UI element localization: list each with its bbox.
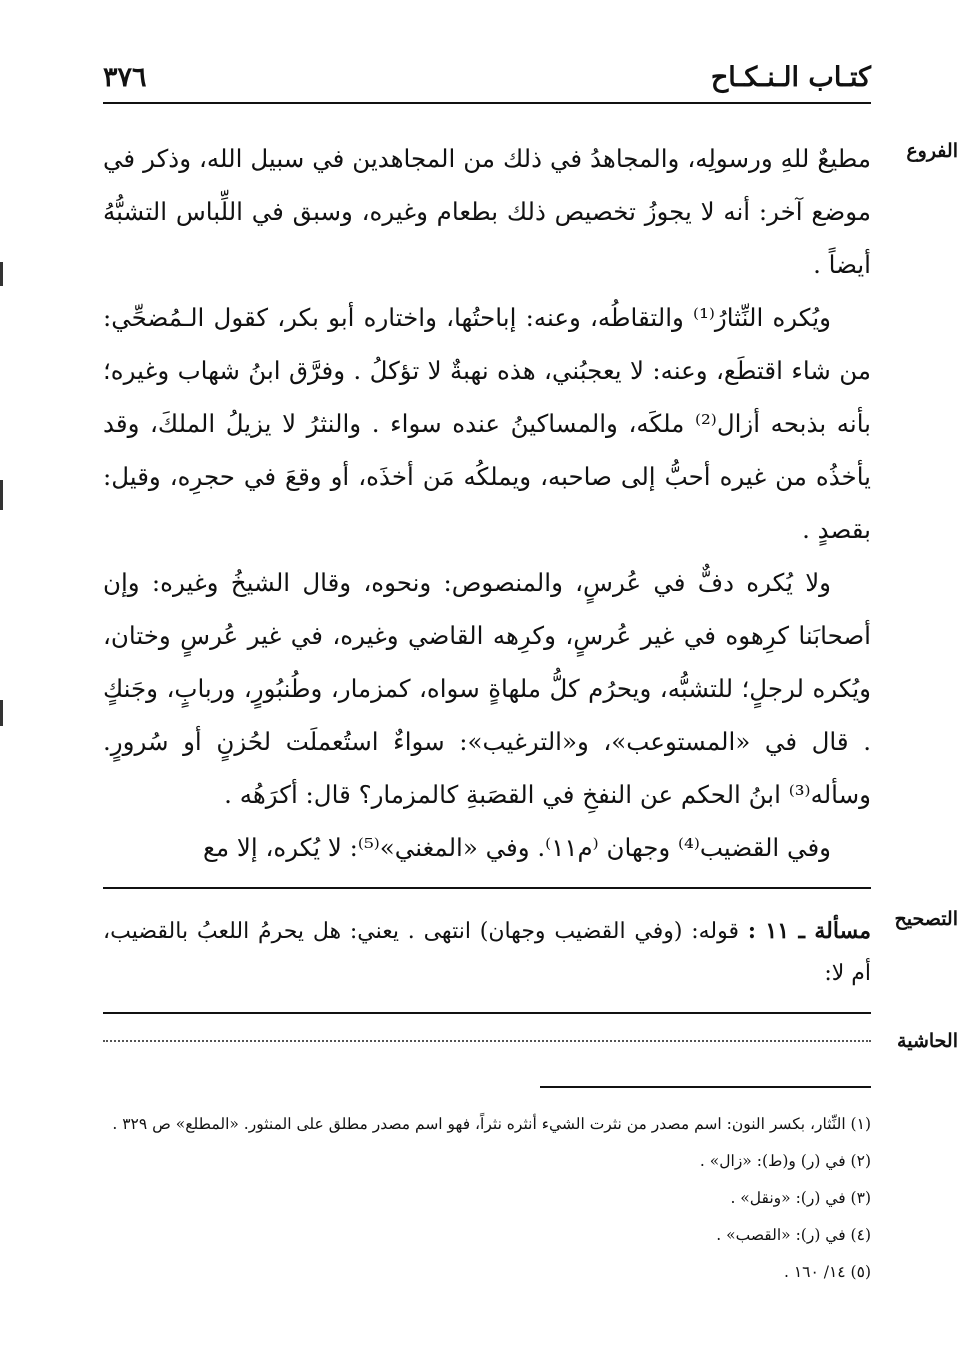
paragraph-2: ويُكره النِّثارُ⁽¹⁾ والتقاطُه، وعنه: إباحتُها، واختاره أبو بكر، كقول الـمُضحِّي: من شاء اقتطَع، وعنه: لا يعجبُني، هذه نهبةٌ لا تؤكلُ . وفرَّق ابنُ شهاب وغيره؛ بأنه بذبحه أزال⁽²⁾ ملكَه، والمساكينُ عنده سواء . والنثرُ لا يزيلُ الملكَ، وقد يأخذُه من غيره أحبُّ إلى صاحبه، ويملكُه مَن أخذَه، أو وقعَ في حجرِه، وقيل: بقصدٍ .	[103, 303, 871, 544]
hashia-dotted-line	[103, 1040, 871, 1042]
header-rule	[103, 102, 871, 104]
paragraph-1: مطيعٌ للهِ ورسولِه، والمجاهدُ في ذلك من المجاهدين في سبيل الله، وذكر في موضع آخر: أنه لا يجوزُ تخصيص ذلك بطعام وغيره، وسبق في اللِّباس التشبُّهُ أيضاً .	[103, 144, 871, 279]
correction-label: مسألة ـ ١١ :	[747, 918, 871, 944]
scan-edge-mark	[0, 700, 3, 726]
paragraph-3: ولا يُكره دفٌّ في عُرسٍ، والمنصوص: ونحوه، وقال الشيخُ وغيره: وإن أصحابَنا كرِهوه في غير عُرسٍ، وكرِهه القاضي وغيره، في غير عُرسٍ وختان، ويُكره لرجلٍ؛ للتشبُّه، ويحرُم كلُّ ملهاةٍ سواه، كمزمار، وطُنبُورٍ، وربابٍ، وجَنكٍ . قال في «المستوعب»، و«الترغيب»: سواءٌ استُعملَت لحُزنٍ أو سُرورٍ. وسأله⁽³⁾ ابنُ الحكم عن النفخِ في القصَبةِ كالمزمار؟ قال: أكرَهُه .	[103, 568, 871, 809]
scan-edge-mark	[0, 262, 3, 286]
correction-block	[103, 910, 871, 995]
main-bottom-rule	[103, 887, 871, 889]
scan-edge-mark	[0, 480, 3, 510]
side-label-hashia: الحاشية	[897, 1030, 958, 1052]
page-number: ٣٧٦	[103, 62, 147, 93]
footnotes	[103, 1106, 871, 1291]
main-text	[103, 132, 871, 874]
correction-text: قوله: (وفي القضيب وجهان) انتهى . يعني: هل يحرمُ اللعبُ بالقضيب، أم لا:	[103, 919, 871, 986]
footnote-1: (١) النِّثار، بكسر النون: اسم مصدر من نثرت الشيء أنثره نثراً، فهو اسم مصدر مطلق على المنثور. «المطلع» ص ٣٢٩ .	[112, 1115, 871, 1133]
side-label-furu: الفروع	[906, 140, 958, 162]
footnote-5: (٥) ١٤/ ١٦٠ .	[783, 1263, 871, 1281]
side-label-tashih: التصحيح	[894, 908, 958, 930]
book-title: كتـاب الـنـكـاح	[710, 62, 871, 93]
running-header	[103, 58, 871, 102]
footnote-3: (٣) في (ر): «ونقل» .	[730, 1189, 871, 1207]
paragraph-4: وفي القضيب⁽⁴⁾ وجهان ⁽م١١⁾. وفي «المغني»⁽⁵⁾: لا يُكره، إلا مع	[202, 833, 831, 862]
footnote-separator	[540, 1086, 871, 1088]
footnote-4: (٤) في (ر): «القصب» .	[716, 1226, 871, 1244]
footnote-2: (٢) في (ر) و(ط): «زال» .	[699, 1152, 871, 1170]
correction-bottom-rule	[103, 1012, 871, 1014]
